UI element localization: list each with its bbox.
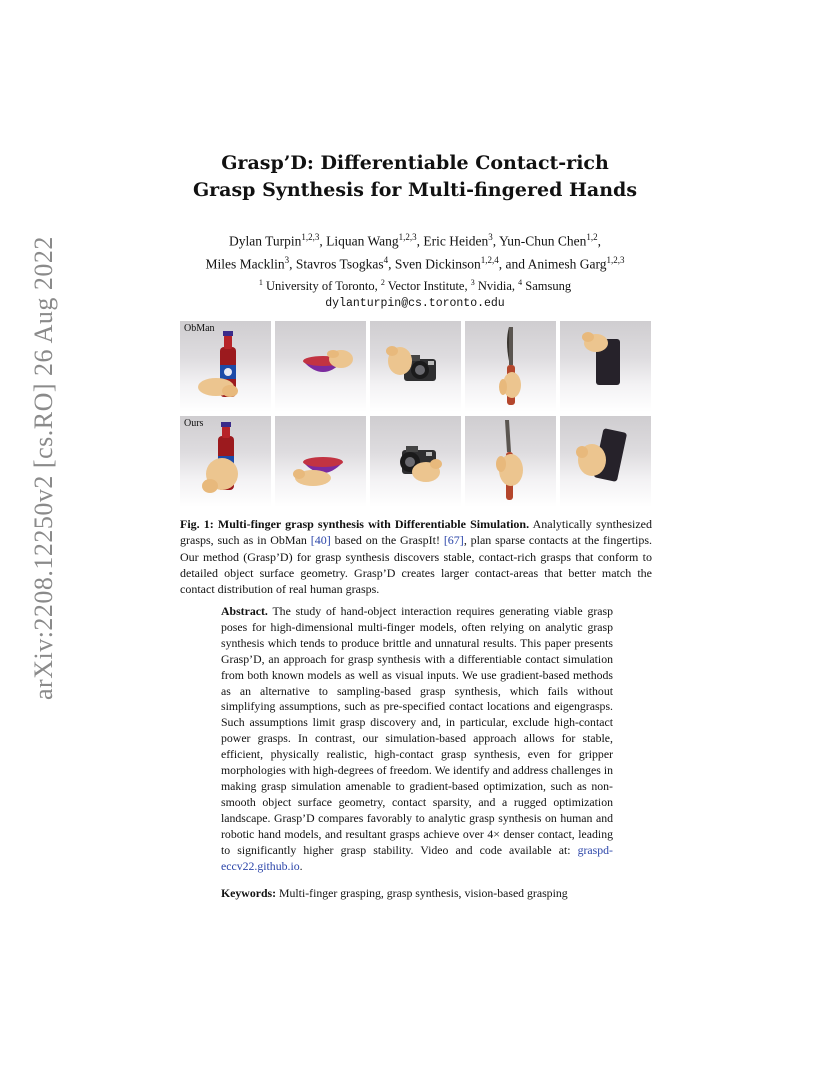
affil-name: Vector Institute,	[387, 279, 468, 294]
author-name: Sven Dickinson	[394, 256, 481, 271]
figure-row-obman	[180, 321, 652, 412]
affiliations	[140, 274, 690, 312]
author-name: Stavros Tsogkas	[295, 256, 384, 271]
author-affil: 1,2,4	[480, 254, 499, 265]
abstract-end: .	[299, 858, 303, 873]
citation-link[interactable]: [40]	[310, 533, 331, 548]
author-name: Eric Heiden	[423, 233, 489, 249]
affil-name: University of Toronto,	[266, 279, 378, 294]
grasp-image-bottle	[180, 321, 271, 412]
author-line-2: Miles Macklin$^3$, Stavros Tsogkas$^4$, Sven Dickinson$^{1,2,4}$, and Animesh Garg$^{1,2,3}$	[205, 254, 625, 271]
affil-number: 1	[258, 278, 263, 287]
keywords-label: Keywords:	[221, 886, 277, 900]
figure-grasp-comparison	[180, 321, 652, 509]
affil-name: Nvidia,	[477, 279, 516, 294]
author-affil: 3	[284, 254, 290, 265]
caption-title: Fig. 1: Multi-finger grasp synthesis with Differentiable Simulation.	[180, 517, 530, 531]
abstract	[221, 604, 613, 874]
row-label: ObMan	[184, 323, 215, 334]
grasp-image-bottle	[180, 416, 271, 507]
citation-link[interactable]: [67]	[443, 533, 464, 548]
author-affil: 1,2,3	[606, 254, 625, 265]
author-name: Animesh Garg	[527, 256, 607, 271]
author-name: Liquan Wang	[326, 233, 399, 249]
author-list	[140, 228, 690, 273]
grasp-image-phone	[560, 321, 651, 412]
contact-email: dylanturpin@cs.toronto.edu	[325, 297, 505, 311]
figure-row-ours	[180, 416, 652, 507]
grasp-image-camera	[370, 321, 461, 412]
author-affil: 1,2	[586, 232, 598, 242]
grasp-image-knife	[465, 321, 556, 412]
grasp-image-camera	[370, 416, 461, 507]
affiliation-line	[140, 274, 690, 295]
affil-number: 4	[518, 278, 523, 287]
grasp-image-knife	[465, 416, 556, 507]
author-affil: 4	[383, 254, 389, 265]
row-label: Ours	[184, 418, 204, 429]
abstract-label: Abstract.	[221, 604, 268, 618]
caption-text: based on the GraspIt!	[330, 533, 444, 548]
affil-name: Samsung	[525, 279, 572, 294]
grasp-image-bowl	[275, 416, 366, 507]
author-affil: 1,2,3	[398, 232, 417, 242]
keywords	[221, 886, 613, 902]
author-name: Yun-Chun Chen	[499, 233, 587, 249]
grasp-image-phone	[560, 416, 651, 507]
project-link[interactable]: graspd-eccv22.github.io	[221, 842, 613, 873]
title-line-2: Grasp Synthesis for Multi-fingered Hands	[192, 179, 638, 201]
arxiv-stamp: arXiv:2208.12250v2 [cs.RO] 26 Aug 2022	[29, 236, 58, 700]
keywords-body: Multi-finger grasping, grasp synthesis, vision-based grasping	[276, 886, 568, 900]
grasp-image-bowl	[275, 321, 366, 412]
abstract-body: The study of hand-object interaction requires generating viable grasp poses for high-dimensional multi-finger models, often relying on analytic grasp synthesis which tends to produce brittle and unnatural results. This paper presents Grasp’D, an approach for grasp synthesis with a differentiable contact simulation from both known models as well as visual inputs. We use gradient-based methods as an alternative to sampling-based grasp synthesis, which fails without simplifying assumptions, such as pre-specified contact locations and eigengrasps. Such assumptions limit grasp discovery and, in particular, exclude high-contact power grasps. In contrast, our simulation-based approach allows for stable, efficient, physically realistic, high-contact grasp synthesis, even for gripper morphologies with high-degrees of freedom. We identify and address challenges in making grasp simulation amenable to gradient-based optimization, such as non-smooth object surface geometry, contact sparsity, and a rugged optimization landscape. Grasp’D compares favorably to analytic grasp synthesis on human and robotic hand models, and resultant grasps achieve over 4× denser contact, leading to significantly higher grasp stability. Video and code available at:	[221, 604, 613, 857]
author-name: Dylan Turpin	[228, 233, 302, 249]
paper-title	[130, 150, 700, 204]
caption-text: , plan sparse contacts at the fingertips. Our method (Grasp’D) for grasp synthesis discovers stable, contact-rich grasps that conform to detailed object surface geometry. Grasp’D creates larger contact-areas that better match the contact distribution of real human grasps.	[180, 533, 652, 597]
figure-caption	[180, 516, 652, 597]
author-line-1: Dylan Turpin$^{1,2,3}$, Liquan Wang$^{1,2,3}$, Eric Heiden$^3$, Yun-Chun Chen$^{1,2}$,	[228, 232, 602, 249]
affil-number: 2	[380, 278, 385, 287]
author-name: Miles Macklin	[205, 256, 285, 271]
author-affil: 1,2,3	[301, 232, 320, 242]
affil-number: 3	[470, 278, 475, 287]
author-affil: 3	[488, 232, 493, 242]
title-line-1: Grasp’D: Differentiable Contact-rich	[221, 152, 609, 174]
caption-text: Analytically synthesized grasps, such as in ObMan	[180, 517, 652, 548]
